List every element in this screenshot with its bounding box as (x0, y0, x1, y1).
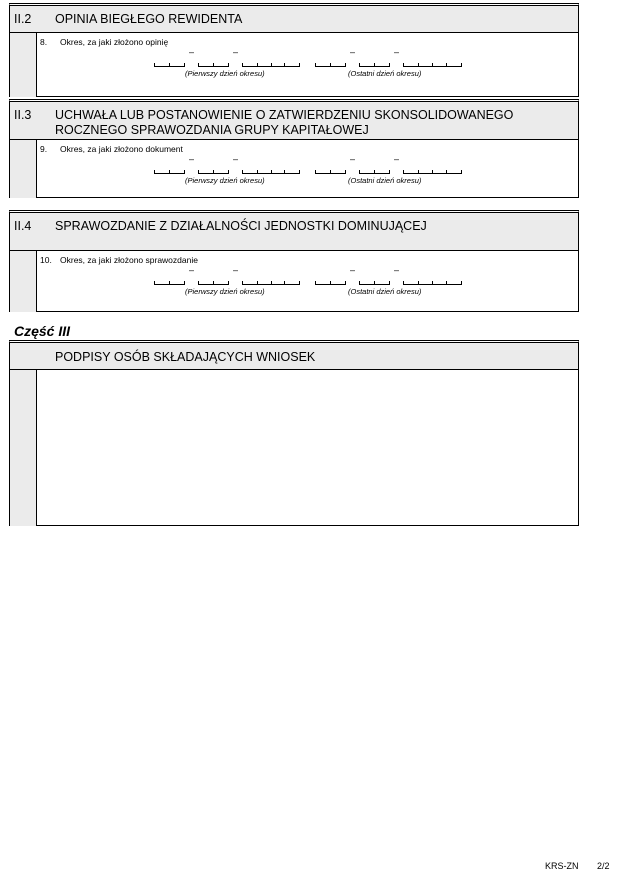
date-digit-boxes[interactable] (198, 170, 229, 174)
field-label: Okres, za jaki złożono sprawozdanie (60, 255, 198, 265)
date-range (37, 140, 578, 198)
date-digit-boxes[interactable] (198, 63, 229, 67)
section-header (10, 6, 578, 33)
date-digit-boxes[interactable] (154, 63, 185, 67)
part-heading: Część III (14, 323, 71, 339)
field-number: 9. (40, 144, 48, 154)
date-separator: – (350, 47, 356, 57)
date-digit-boxes[interactable] (315, 281, 346, 285)
section-header (10, 213, 578, 251)
section-ii-2 (9, 3, 579, 97)
field-label: Okres, za jaki złożono opinię (60, 37, 169, 47)
field-number: 10. (40, 255, 52, 265)
section-title: PODPISY OSÓB SKŁADAJĄCYCH WNIOSEK (55, 350, 316, 364)
section-ii-3 (9, 99, 579, 198)
section-header (10, 343, 578, 370)
date-digit-boxes[interactable] (403, 63, 462, 67)
date-separator: – (189, 265, 195, 275)
date-separator: – (350, 154, 356, 164)
first-day-caption: (Pierwszy dzień okresu) (185, 287, 265, 296)
date-digit-boxes[interactable] (315, 170, 346, 174)
date-range-field[interactable] (37, 140, 578, 198)
section-header (10, 102, 578, 140)
form-code: KRS-ZN (545, 861, 579, 871)
date-separator: – (394, 47, 400, 57)
field-label: Okres, za jaki złożono dokument (60, 144, 183, 154)
section-title: UCHWAŁA LUB POSTANOWIENIE O ZATWIERDZENIU SKONSOLIDOWANEGO ROCZNEGO SPRAWOZDANIA GRUPY KAPITAŁOWEJ (55, 108, 514, 137)
section-number: II.4 (14, 219, 32, 233)
margin-column (10, 370, 37, 526)
date-digit-boxes[interactable] (242, 170, 300, 174)
date-digit-boxes[interactable] (359, 170, 390, 174)
last-day-caption: (Ostatni dzień okresu) (348, 69, 422, 78)
date-range (37, 33, 578, 97)
first-day-caption: (Pierwszy dzień okresu) (185, 69, 265, 78)
date-digit-boxes[interactable] (154, 170, 185, 174)
section-signatures (9, 340, 579, 526)
section-title: SPRAWOZDANIE Z DZIAŁALNOŚCI JEDNOSTKI DOMINUJĄCEJ (55, 219, 427, 233)
date-digit-boxes[interactable] (403, 170, 462, 174)
margin-column (10, 140, 37, 198)
margin-column (10, 33, 37, 97)
date-digit-boxes[interactable] (154, 281, 185, 285)
date-range-field[interactable] (37, 33, 578, 97)
date-separator: – (394, 154, 400, 164)
first-day-caption: (Pierwszy dzień okresu) (185, 176, 265, 185)
margin-column (10, 251, 37, 312)
date-digit-boxes[interactable] (242, 63, 300, 67)
last-day-caption: (Ostatni dzień okresu) (348, 176, 422, 185)
date-range (37, 251, 578, 312)
section-number: II.2 (14, 12, 32, 26)
section-title: OPINIA BIEGŁEGO REWIDENTA (55, 12, 243, 26)
section-number: II.3 (14, 108, 32, 122)
date-digit-boxes[interactable] (242, 281, 300, 285)
date-separator: – (233, 47, 239, 57)
date-separator: – (233, 154, 239, 164)
date-separator: – (189, 154, 195, 164)
date-digit-boxes[interactable] (359, 63, 390, 67)
date-separator: – (350, 265, 356, 275)
field-number: 8. (40, 37, 48, 47)
date-separator: – (233, 265, 239, 275)
date-digit-boxes[interactable] (315, 63, 346, 67)
date-separator: – (394, 265, 400, 275)
page-number: 2/2 (597, 861, 610, 871)
signature-area[interactable] (37, 370, 578, 526)
last-day-caption: (Ostatni dzień okresu) (348, 287, 422, 296)
date-digit-boxes[interactable] (198, 281, 229, 285)
date-digit-boxes[interactable] (403, 281, 462, 285)
date-separator: – (189, 47, 195, 57)
section-ii-4 (9, 210, 579, 312)
date-digit-boxes[interactable] (359, 281, 390, 285)
date-range-field[interactable] (37, 251, 578, 312)
